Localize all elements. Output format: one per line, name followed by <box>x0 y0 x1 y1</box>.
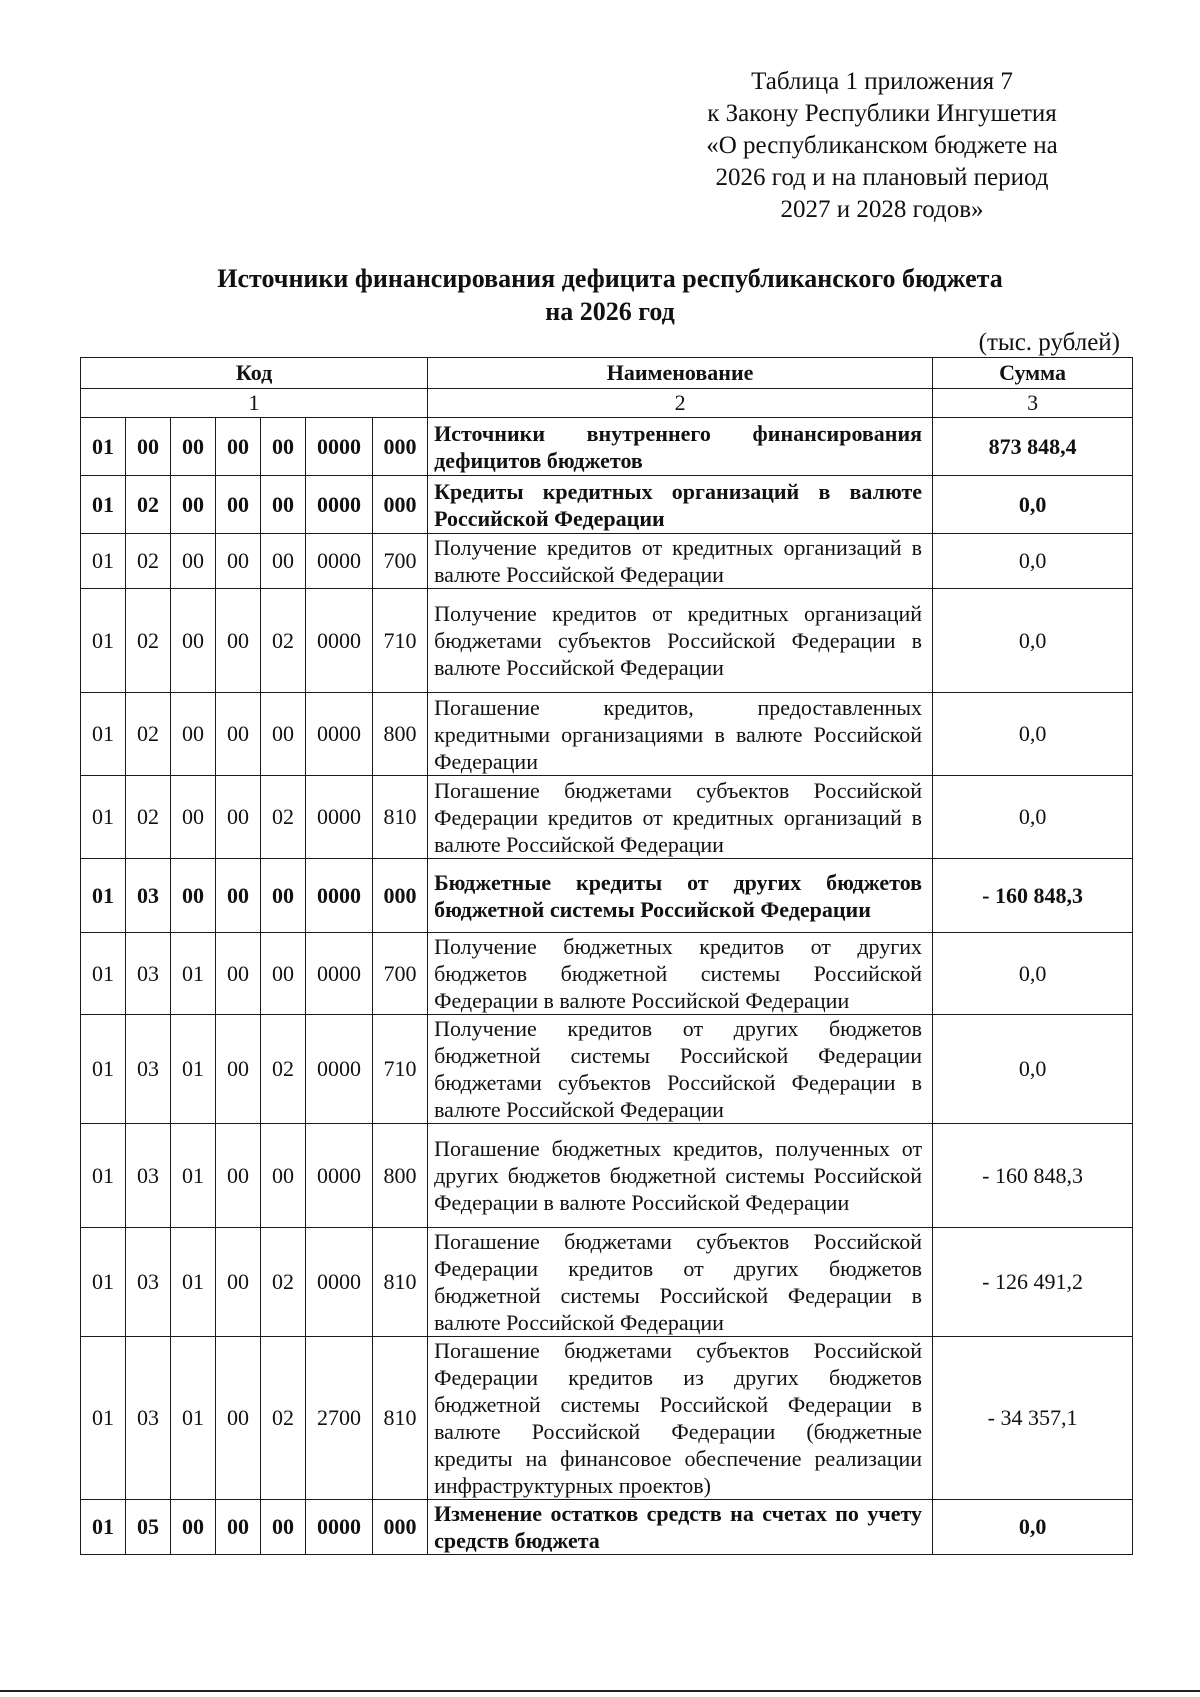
code-cell: 00 <box>261 933 306 1015</box>
code-cell: 01 <box>81 589 126 693</box>
code-cell: 01 <box>81 1500 126 1555</box>
header-note <box>652 66 1112 226</box>
header-note-line: 2027 и 2028 годов» <box>780 196 984 223</box>
code-cell: 00 <box>261 693 306 776</box>
code-cell: 00 <box>216 693 261 776</box>
amount-cell: 0,0 <box>933 1500 1133 1555</box>
code-cell: 01 <box>171 1337 216 1500</box>
name-header: Наименование <box>428 358 933 389</box>
name-cell: Получение кредитов от других бюджетов бюджетной системы Российской Федерации бюджетами субъектов Российской Федерации в валюте Российской Федерации <box>428 1015 933 1124</box>
code-cell: 00 <box>171 693 216 776</box>
code-cell: 02 <box>261 1228 306 1337</box>
code-cell: 810 <box>373 1337 428 1500</box>
amount-cell: - 126 491,2 <box>933 1228 1133 1337</box>
code-cell: 01 <box>81 534 126 589</box>
name-cell: Погашение бюджетами субъектов Российской Федерации кредитов из других бюджетов бюджетной системы Российской Федерации в валюте Российской Федерации (бюджетные кредиты на финансовое обеспечение реализации инфраструктурных проектов) <box>428 1337 933 1500</box>
code-cell: 03 <box>126 1124 171 1228</box>
name-cell: Погашение бюджетами субъектов Российской Федерации кредитов от других бюджетов бюджетной системы Российской Федерации в валюте Российской Федерации <box>428 1228 933 1337</box>
code-cell: 000 <box>373 418 428 476</box>
code-cell: 00 <box>261 1124 306 1228</box>
code-cell: 02 <box>261 1337 306 1500</box>
code-cell: 00 <box>216 1015 261 1124</box>
table-row <box>81 534 1133 589</box>
code-cell: 05 <box>126 1500 171 1555</box>
table-row <box>81 418 1133 476</box>
code-cell: 0000 <box>306 933 373 1015</box>
code-cell: 00 <box>216 1228 261 1337</box>
document-title <box>110 262 1110 328</box>
code-cell: 00 <box>171 1500 216 1555</box>
code-cell: 01 <box>81 776 126 859</box>
amount-cell: - 160 848,3 <box>933 1124 1133 1228</box>
code-cell: 800 <box>373 693 428 776</box>
code-cell: 700 <box>373 933 428 1015</box>
code-cell: 710 <box>373 589 428 693</box>
code-cell: 01 <box>171 933 216 1015</box>
code-cell: 00 <box>216 476 261 534</box>
code-cell: 01 <box>81 418 126 476</box>
code-cell: 00 <box>261 534 306 589</box>
title-line: Источники финансирования дефицита республиканского бюджета <box>217 264 1003 293</box>
sources-table <box>80 357 1133 1555</box>
column-number: 1 <box>81 389 428 418</box>
name-cell: Погашение кредитов, предоставленных кредитными организациями в валюте Российской Федерации <box>428 693 933 776</box>
code-cell: 03 <box>126 1337 171 1500</box>
code-cell: 00 <box>261 476 306 534</box>
table-row <box>81 1124 1133 1228</box>
code-cell: 0000 <box>306 1015 373 1124</box>
code-cell: 0000 <box>306 859 373 933</box>
table-row <box>81 589 1133 693</box>
code-cell: 0000 <box>306 476 373 534</box>
code-cell: 0000 <box>306 589 373 693</box>
column-number-row <box>81 389 1133 418</box>
table-row <box>81 1337 1133 1500</box>
code-cell: 00 <box>216 1337 261 1500</box>
code-cell: 00 <box>216 859 261 933</box>
code-cell: 01 <box>171 1124 216 1228</box>
code-cell: 01 <box>81 1228 126 1337</box>
name-cell: Бюджетные кредиты от других бюджетов бюджетной системы Российской Федерации <box>428 859 933 933</box>
code-cell: 800 <box>373 1124 428 1228</box>
name-cell: Изменение остатков средств на счетах по учету средств бюджета <box>428 1500 933 1555</box>
code-cell: 0000 <box>306 1124 373 1228</box>
name-cell: Погашение бюджетами субъектов Российской Федерации кредитов от кредитных организаций в валюте Российской Федерации <box>428 776 933 859</box>
table-row <box>81 859 1133 933</box>
code-cell: 0000 <box>306 1500 373 1555</box>
table-row <box>81 933 1133 1015</box>
code-cell: 00 <box>171 589 216 693</box>
code-cell: 01 <box>171 1228 216 1337</box>
code-cell: 00 <box>171 534 216 589</box>
amount-cell: 0,0 <box>933 933 1133 1015</box>
code-cell: 01 <box>81 1015 126 1124</box>
column-number: 2 <box>428 389 933 418</box>
amount-cell: 0,0 <box>933 693 1133 776</box>
code-cell: 01 <box>81 933 126 1015</box>
code-cell: 03 <box>126 859 171 933</box>
column-number: 3 <box>933 389 1133 418</box>
amount-cell: 0,0 <box>933 534 1133 589</box>
code-cell: 02 <box>126 534 171 589</box>
code-cell: 000 <box>373 859 428 933</box>
code-cell: 00 <box>261 1500 306 1555</box>
amount-cell: - 34 357,1 <box>933 1337 1133 1500</box>
amount-cell: - 160 848,3 <box>933 859 1133 933</box>
name-cell: Получение бюджетных кредитов от других бюджетов бюджетной системы Российской Федерации в валюте Российской Федерации <box>428 933 933 1015</box>
code-cell: 0000 <box>306 1228 373 1337</box>
code-cell: 00 <box>216 1500 261 1555</box>
code-cell: 00 <box>171 859 216 933</box>
code-cell: 00 <box>261 418 306 476</box>
name-cell: Кредиты кредитных организаций в валюте Российской Федерации <box>428 476 933 534</box>
code-cell: 02 <box>261 776 306 859</box>
code-cell: 02 <box>126 476 171 534</box>
code-cell: 00 <box>216 589 261 693</box>
code-cell: 01 <box>81 1124 126 1228</box>
amount-header: Сумма <box>933 358 1133 389</box>
code-cell: 0000 <box>306 693 373 776</box>
code-cell: 0000 <box>306 418 373 476</box>
code-cell: 00 <box>216 1124 261 1228</box>
table-row <box>81 1500 1133 1555</box>
code-cell: 00 <box>126 418 171 476</box>
code-cell: 03 <box>126 1015 171 1124</box>
code-cell: 810 <box>373 776 428 859</box>
code-cell: 2700 <box>306 1337 373 1500</box>
table-row <box>81 1228 1133 1337</box>
code-cell: 0000 <box>306 534 373 589</box>
amount-cell: 0,0 <box>933 476 1133 534</box>
code-cell: 00 <box>171 476 216 534</box>
name-cell: Погашение бюджетных кредитов, полученных от других бюджетов бюджетной системы Российской Федерации в валюте Российской Федерации <box>428 1124 933 1228</box>
code-cell: 00 <box>216 534 261 589</box>
code-cell: 700 <box>373 534 428 589</box>
code-cell: 00 <box>216 933 261 1015</box>
code-cell: 02 <box>261 1015 306 1124</box>
code-cell: 01 <box>81 859 126 933</box>
code-cell: 02 <box>126 693 171 776</box>
code-cell: 000 <box>373 1500 428 1555</box>
code-cell: 02 <box>126 776 171 859</box>
code-cell: 03 <box>126 1228 171 1337</box>
code-cell: 0000 <box>306 776 373 859</box>
amount-cell: 873 848,4 <box>933 418 1133 476</box>
title-line: на 2026 год <box>545 297 675 326</box>
table-body <box>81 418 1133 1555</box>
table-row <box>81 1015 1133 1124</box>
code-cell: 00 <box>171 776 216 859</box>
code-cell: 810 <box>373 1228 428 1337</box>
amount-cell: 0,0 <box>933 776 1133 859</box>
code-cell: 00 <box>216 418 261 476</box>
amount-cell: 0,0 <box>933 1015 1133 1124</box>
table-header-row <box>81 358 1133 389</box>
code-cell: 02 <box>126 589 171 693</box>
name-cell: Получение кредитов от кредитных организаций бюджетами субъектов Российской Федерации в валюте Российской Федерации <box>428 589 933 693</box>
header-note-line: «О республиканском бюджете на <box>706 132 1058 159</box>
header-note-line: Таблица 1 приложения 7 <box>751 68 1013 95</box>
code-cell: 00 <box>216 776 261 859</box>
table-row <box>81 776 1133 859</box>
header-note-line: к Закону Республики Ингушетия <box>707 100 1057 127</box>
code-cell: 01 <box>81 1337 126 1500</box>
code-cell: 01 <box>81 476 126 534</box>
header-note-line: 2026 год и на плановый период <box>715 164 1049 191</box>
units-label: (тыс. рублей) <box>978 329 1120 356</box>
scan-edge-line <box>0 1690 1200 1692</box>
code-cell: 000 <box>373 476 428 534</box>
table-row <box>81 476 1133 534</box>
table-row <box>81 693 1133 776</box>
amount-cell: 0,0 <box>933 589 1133 693</box>
code-header: Код <box>81 358 428 389</box>
name-cell: Получение кредитов от кредитных организаций в валюте Российской Федерации <box>428 534 933 589</box>
code-cell: 01 <box>81 693 126 776</box>
code-cell: 00 <box>171 418 216 476</box>
code-cell: 710 <box>373 1015 428 1124</box>
code-cell: 03 <box>126 933 171 1015</box>
code-cell: 01 <box>171 1015 216 1124</box>
code-cell: 02 <box>261 589 306 693</box>
code-cell: 00 <box>261 859 306 933</box>
name-cell: Источники внутреннего финансирования дефицитов бюджетов <box>428 418 933 476</box>
